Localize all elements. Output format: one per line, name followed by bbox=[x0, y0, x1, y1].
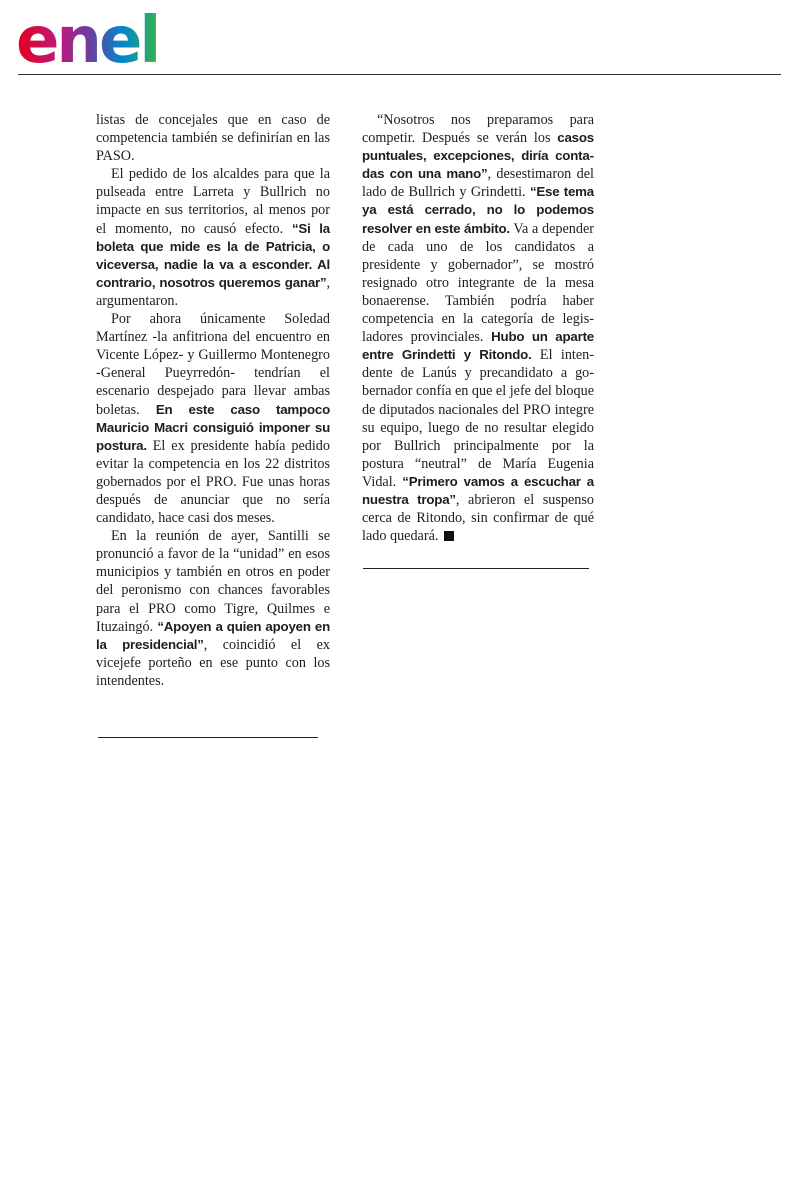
column-end-rule bbox=[98, 737, 318, 738]
article-column-right bbox=[362, 111, 594, 545]
highlight-text: En este caso tampoco Mauricio Macri consiguió imponer su postura. bbox=[96, 401, 330, 453]
enel-logo bbox=[16, 4, 181, 70]
highlight-quote: “Primero vamos a escuchar a nuestra tropa” bbox=[362, 473, 594, 507]
article-end-rule bbox=[363, 568, 589, 569]
article-column-left bbox=[96, 111, 330, 690]
paragraph: “Nosotros nos preparamos para competir. Después se verán los casos puntuales, excepciones, diría contadas con una mano”, desestimaron del lado de Bullrich y Grindetti. “Ese tema ya está cerrado, no lo podemos resolver en este ámbito. Va a depender de cada uno de los candidatos a presidente y gobernador”, se mostró resignado otro integrante de la mesa bonaerense. También podría haber competencia en la categoría de legisladores provinciales. Hubo un aparte entre Grindetti y Ritondo. El intendente de Lanús y precandidato a gobernador confía en que el jefe del bloque de diputados nacionales del PRO integre su equipo, luego de no resultar elegido por Bullrich principalmente por la postura “neutral” de María Eugenia Vidal. “Primero vamos a escuchar a nuestra tropa”, abrieron el suspenso cerca de Ritondo, sin confirmar de qué lado quedará. bbox=[362, 112, 595, 545]
paragraph: El pedido de los alcaldes para que la pulseada entre Larreta y Bullrich no impacte en sus territorios, al menos por el momento, no causó efecto. “Si la boleta que mide es la de Patricia, o viceversa, nadie la va a esconder. Al contrario, nosotros queremos ganar”, argumentaron. bbox=[96, 166, 330, 309]
paragraph: En la reunión de ayer, Santilli se pronunció a favor de la “unidad” en esos municipios y también en otros en poder del peronismo con chances favorables para el PRO como Tigre, Quilmes e Ituzaingó. “Apoyen a quien apoyen en la presidencial”, coincidió el ex vicejefe porteño en ese punto con los intendentes. bbox=[96, 528, 331, 689]
highlight-text: Hubo un aparte entre Grindetti y Ritondo. bbox=[362, 329, 595, 363]
article-end-mark bbox=[444, 531, 454, 541]
highlight-quote: “Si la boleta que mide es la de Patricia, o viceversa, nadie la va a esconder. Al contrario, nosotros queremos ganar” bbox=[96, 220, 330, 290]
enel-logo-text: enel bbox=[16, 4, 159, 70]
highlight-quote: casos puntuales, excepciones, diría contadas con una mano” bbox=[362, 130, 594, 182]
highlight-quote: “Apoyen a quien apoyen en la presidencial” bbox=[96, 618, 331, 652]
paragraph: Por ahora únicamente Soledad Martínez -la anfitriona del encuentro en Vicente López- y Guillermo Montenegro -General Pueyrredón- tendrían el escenario despejado para llevar ambas boletas. En este caso tampoco Mauricio Macri consiguió imponer su postura. El ex presidente había pedido evitar la competencia en los 22 distritos gobernados por el PRO. Fue unas horas después de anunciar que no sería candidato, hace casi dos meses. bbox=[96, 311, 330, 527]
header-divider bbox=[18, 74, 781, 75]
paragraph: listas de concejales que en caso de competencia también se definirían en las PASO. bbox=[96, 112, 330, 165]
highlight-quote: “Ese tema ya está cerrado, no lo podemos resolver en este ámbito. bbox=[362, 184, 594, 236]
